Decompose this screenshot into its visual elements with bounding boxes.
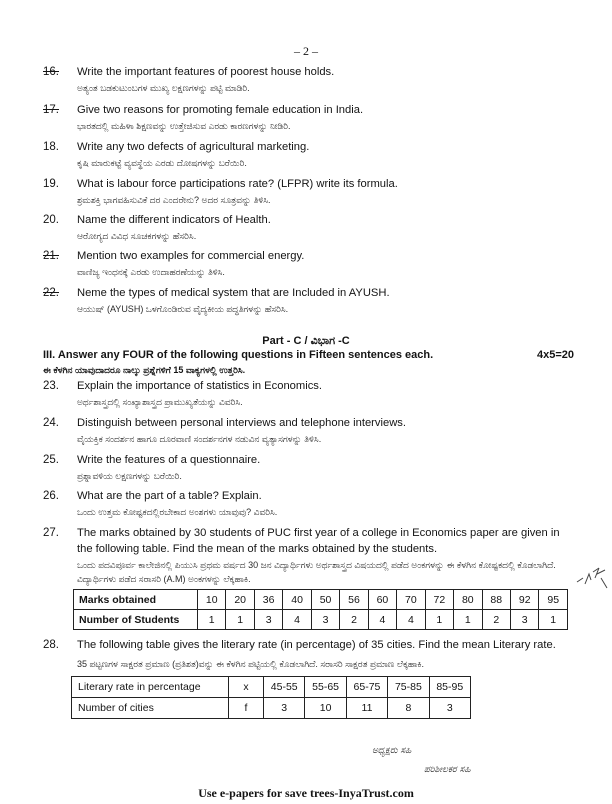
table-cell: 70 — [397, 590, 425, 610]
question-text: Explain the importance of statistics in Economics. — [77, 380, 322, 392]
table-cell: 45-55 — [264, 677, 305, 698]
question-text: What are the part of a table? Explain. — [77, 490, 262, 502]
table-header-cell: Number of Students — [74, 610, 198, 630]
question-text: Write any two defects of agricultural marketing. — [77, 141, 310, 153]
table-cell: 3 — [429, 698, 470, 719]
question-text: Give two reasons for promoting female education in India. — [77, 104, 364, 116]
question-number: 20. — [43, 214, 59, 226]
question-text-kannada: 35 ಪಟ್ಟಣಗಳ ಸಾಕ್ಷರತ ಪ್ರಮಾಣ (ಪ್ರತಿಶತ)ವನ್ನು ಈ ಕೆಳಗಿನ ಪಟ್ಟಿಯಲ್ಲಿ ಕೊಡಲಾಗಿದೆ. ಸರಾಸರಿ ಸಾಕ್ಷರತ ಪ್ರಮಾಣ ಲೆಕ್ಕಹಾಕಿ. — [77, 659, 424, 669]
table-cell: 1 — [198, 610, 226, 630]
question-text-kannada: ಪ್ರಶ್ನಾವಳಿಯ ಲಕ್ಷಣಗಳನ್ನು ಬರೆಯಿರಿ. — [77, 471, 182, 481]
question-number: 21. — [43, 250, 59, 262]
table-symbol-cell: f — [229, 698, 264, 719]
table-cell: 95 — [539, 590, 568, 610]
table-header-cell: Literary rate in percentage — [72, 677, 229, 698]
question-27-text-kannada: ಒಂದು ಪದವಿಪೂರ್ವ ಕಾಲೇಜಿನಲ್ಲಿ ಪಿಯುಸಿ ಪ್ರಥಮ ವರ್ಷದ 30 ಜನ ವಿದ್ಯಾರ್ಥಿಗಳು ಅರ್ಥಶಾಸ್ತ್ರದ ವಿಷಯದಲ್ಲಿ ಪಡೆದ ಅಂಕಗಳನ್ನು ಈ ಕೆಳಗಿನ ಕೋಷ್ಟಕದಲ್ಲಿ ಕೊಡಲಾಗಿದೆ. ವಿದ್ಯಾರ್ಥಿಗಳು ಪಡೆದ ಸರಾಸರಿ (A.M) ಅಂಕಗಳನ್ನು ಲೆಕ್ಕಹಾಕಿ. — [77, 560, 556, 584]
table-cell: 56 — [340, 590, 368, 610]
question-number: 24. — [43, 417, 59, 429]
question-number: 27. — [43, 527, 59, 539]
table-cell: 4 — [397, 610, 425, 630]
table-cell: 3 — [311, 610, 339, 630]
table-cell: 8 — [388, 698, 429, 719]
signature-chairman: ಅಧ್ಯಕ್ಷರು ಸಹಿ — [372, 746, 412, 756]
table-cell: 1 — [425, 610, 453, 630]
question-text-kannada: ವೈಯಕ್ತಿಕ ಸಂದರ್ಶನ ಹಾಗೂ ದೂರವಾಣಿ ಸಂದರ್ಶನಗಳ ನಡುವಿನ ವ್ಯತ್ಯಾಸಗಳನ್ನು ತಿಳಿಸಿ. — [77, 434, 322, 444]
question-number: 26. — [43, 490, 59, 502]
table-cell: 2 — [482, 610, 510, 630]
table-cell: 40 — [283, 590, 311, 610]
table-cell: 80 — [454, 590, 482, 610]
part-c-instruction: III. Answer any FOUR of the following questions in Fifteen sentences each. — [43, 349, 434, 361]
table-cell: 4 — [368, 610, 396, 630]
table-symbol-cell: x — [229, 677, 264, 698]
table-cell: 60 — [368, 590, 396, 610]
table-cell: 10 — [305, 698, 346, 719]
question-text-kannada: ಆರೋಗ್ಯದ ವಿವಿಧ ಸೂಚಕಗಳನ್ನು ಹೆಸರಿಸಿ. — [77, 231, 197, 241]
table-cell: 3 — [264, 698, 305, 719]
table-cell: 92 — [510, 590, 538, 610]
table-cell: 65-75 — [346, 677, 387, 698]
table-cell: 55-65 — [305, 677, 346, 698]
table-cell: 1 — [539, 610, 568, 630]
question-text-kannada: ಶ್ರಮಶಕ್ತಿ ಭಾಗವಹಿಸುವಿಕೆ ದರ ಎಂದರೇನು? ಅದರ ಸೂತ್ರವನ್ನು ತಿಳಿಸಿ. — [77, 195, 271, 205]
question-number: 18. — [43, 141, 59, 153]
page-footer: Use e-papers for save trees-InyaTrust.com — [198, 786, 414, 800]
part-c-title: Part - C / ವಿಭಾಗ -C — [262, 335, 350, 347]
table-row — [74, 610, 568, 630]
question-27-text: The marks obtained by 30 students of PUC first year of a college in Economics paper are given in the following table. Find the mean of the marks obtained by the students. — [77, 527, 560, 555]
table-row — [72, 698, 471, 719]
table-cell: 11 — [346, 698, 387, 719]
table-cell: 36 — [254, 590, 282, 610]
signature-scrutinizer: ಪರಿಶೀಲಕರ ಸಹಿ — [424, 765, 471, 775]
question-text-kannada: ಕೃಷಿ ಮಾರುಕಟ್ಟೆ ವ್ಯವಸ್ಥೆಯ ಎರಡು ದೋಷಗಳನ್ನು ಬರೆಯಿರಿ. — [77, 158, 247, 168]
question-text: Distinguish between personal interviews and telephone interviews. — [77, 417, 406, 429]
question-text: The following table gives the literary rate (in percentage) of 35 cities. Find the mean Literary rate. — [77, 639, 556, 651]
handwritten-annotation-icon — [575, 558, 611, 598]
table-cell: 85-95 — [429, 677, 470, 698]
table-cell: 72 — [425, 590, 453, 610]
table-cell: 1 — [226, 610, 254, 630]
question-text: Name the different indicators of Health. — [77, 214, 271, 226]
part-c-instruction-kannada: ಈ ಕೆಳಗಿನ ಯಾವುದಾದರೂ ನಾಲ್ಕು ಪ್ರಶ್ನೆಗಳಿಗೆ 15 ವಾಕ್ಯಗಳಲ್ಲಿ ಉತ್ತರಿಸಿ. — [43, 365, 246, 375]
question-number: 28. — [43, 639, 59, 651]
question-number: 25. — [43, 454, 59, 466]
question-number: 16. — [43, 66, 59, 78]
table-cell: 3 — [510, 610, 538, 630]
question-text-kannada: ಒಂದು ಉತ್ತಮ ಕೋಷ್ಟಕದಲ್ಲಿರಬೇಕಾದ ಅಂಶಗಳು ಯಾವುವು? ವಿವರಿಸಿ. — [77, 507, 278, 517]
marks-table — [73, 589, 568, 630]
table-cell: 3 — [254, 610, 282, 630]
question-text-kannada: ಅರ್ಥಶಾಸ್ತ್ರದಲ್ಲಿ ಸಂಖ್ಯಾಶಾಸ್ತ್ರದ ಪ್ರಾಮುಖ್ಯತೆಯನ್ನು ವಿವರಿಸಿ. — [77, 397, 243, 407]
table-cell: 4 — [283, 610, 311, 630]
table-header-cell: Marks obtained — [74, 590, 198, 610]
table-cell: 1 — [454, 610, 482, 630]
table-cell: 50 — [311, 590, 339, 610]
question-text: Neme the types of medical system that are Included in AYUSH. — [77, 287, 390, 299]
question-text: Write the features of a questionnaire. — [77, 454, 261, 466]
table-cell: 2 — [340, 610, 368, 630]
question-number: 23. — [43, 380, 59, 392]
question-text-kannada: ವಾಣಿಜ್ಯ ಇಂಧನಕ್ಕೆ ಎರಡು ಉದಾಹರಣೆಯನ್ನು ತಿಳಿಸಿ. — [77, 267, 225, 277]
literacy-table — [71, 676, 471, 719]
question-text: What is labour force participations rate? (LFPR) write its formula. — [77, 178, 398, 190]
page-number: – 2 – — [294, 44, 318, 58]
question-text-kannada: ಭಾರತದಲ್ಲಿ ಮಹಿಳಾ ಶಿಕ್ಷಣವನ್ನು ಉತ್ತೇಜಿಸುವ ಎರಡು ಕಾರಣಗಳನ್ನು ನೀಡಿರಿ. — [77, 121, 291, 131]
table-row — [72, 677, 471, 698]
table-header-cell: Number of cities — [72, 698, 229, 719]
question-number: 19. — [43, 178, 59, 190]
question-text-kannada: ಅತ್ಯಂತ ಬಡಕುಟುಂಬಗಳ ಮುಖ್ಯ ಲಕ್ಷಣಗಳನ್ನು ಪಟ್ಟಿ ಮಾಡಿರಿ. — [77, 83, 250, 93]
question-number: 17. — [43, 104, 59, 116]
question-text: Write the important features of poorest house holds. — [77, 66, 335, 78]
table-cell: 88 — [482, 590, 510, 610]
table-cell: 20 — [226, 590, 254, 610]
question-text: Mention two examples for commercial energy. — [77, 250, 305, 262]
table-cell: 10 — [198, 590, 226, 610]
question-text-kannada: ಆಯುಷ್ (AYUSH) ಒಳಗೊಂಡಿರುವ ವೈದ್ಯಕೀಯ ಪದ್ಧತಿಗಳನ್ನು ಹೆಸರಿಸಿ. — [77, 304, 289, 314]
table-row — [74, 590, 568, 610]
table-cell: 75-85 — [388, 677, 429, 698]
question-number: 22. — [43, 287, 59, 299]
part-c-marks: 4x5=20 — [537, 349, 575, 361]
